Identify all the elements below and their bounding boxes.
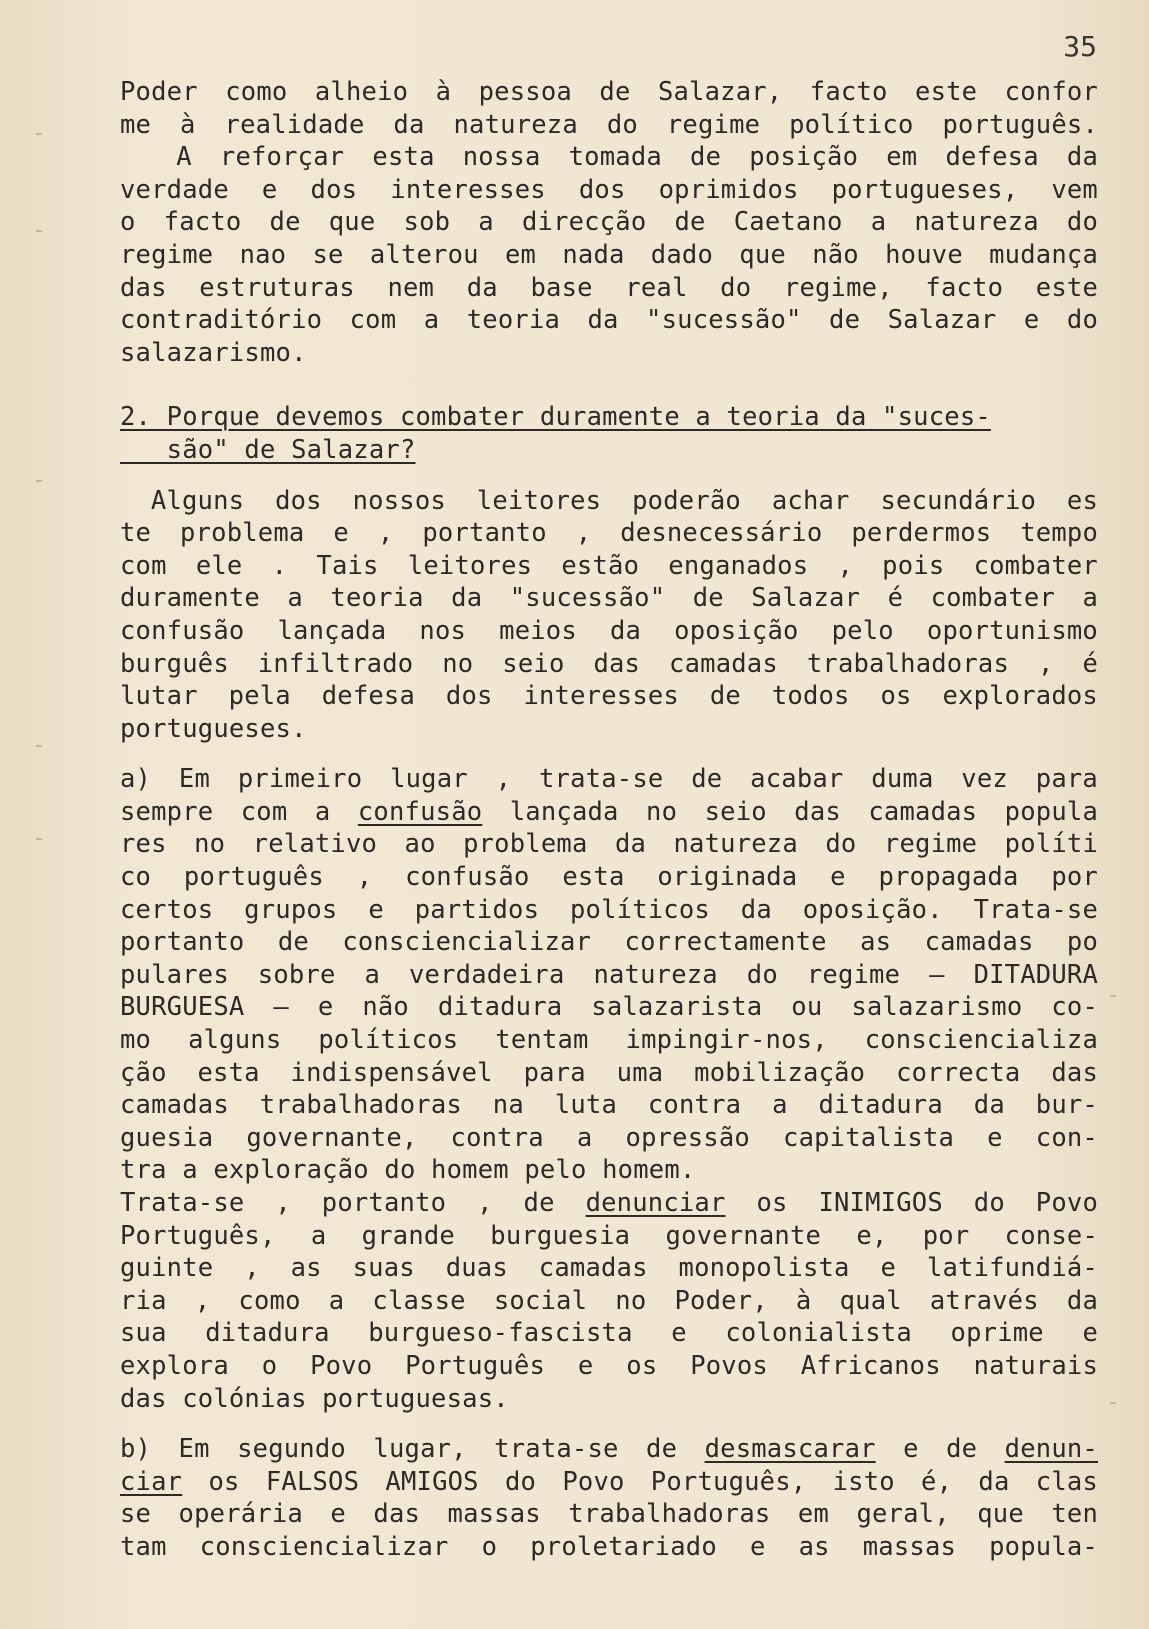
text-segment: os FALSOS AMIGOS do Povo Português, isto é, da clas (182, 1466, 1098, 1497)
text-line: tra a exploração do homem pelo homem. (120, 1155, 696, 1186)
text-line: Português, a grande burguesia governante e, por conse- (120, 1220, 1098, 1251)
text-line: lutar pela defesa dos interesses de todos os explorados (120, 681, 1098, 712)
text-line (120, 796, 1098, 829)
text-segment: os INIMIGOS do Povo (725, 1188, 1098, 1218)
text-line (120, 1466, 1098, 1499)
section-heading (120, 401, 1098, 466)
text-line: portanto de consciencializar correctamente as camadas po (120, 927, 1098, 958)
text-line: salazarismo. (120, 337, 307, 368)
text-line: contraditório com a teoria da "sucessão" de Salazar e do (120, 305, 1098, 336)
paragraph-1 (120, 76, 1098, 369)
text-line: ção esta indispensável para uma mobilização correcta das (120, 1057, 1098, 1088)
text-line: tam consciencializar o proletariado e as massas popula- (120, 1531, 1098, 1562)
text-line (120, 1187, 1098, 1220)
underlined-word: denunciar (585, 1188, 726, 1218)
text-line: Alguns dos nossos leitores poderão achar secundário es (150, 485, 1098, 516)
text-line: BURGUESA — e não ditadura salazarista ou salazarismo co- (120, 992, 1098, 1023)
text-line: me à realidade da natureza do regime político português. (120, 109, 1098, 140)
text-line: camadas trabalhadoras na luta contra a ditadura da bur- (120, 1090, 1098, 1121)
text-line: das estruturas nem da base real do regime, facto este (120, 272, 1098, 303)
document-body (120, 76, 1098, 1564)
text-line: o facto de que sob a direcção de Caetano a natureza do (120, 207, 1098, 238)
text-line: regime nao se alterou em nada dado que não houve mudança (120, 239, 1098, 270)
text-line: res no relativo ao problema da natureza do regime políti (120, 829, 1098, 860)
heading-line: 2. Porque devemos combater duramente a teoria da "suces- (120, 402, 991, 433)
text-line: ria , como a classe social no Poder, à qual através da (120, 1285, 1098, 1316)
page-number: 35 (1063, 30, 1097, 63)
text-segment: b) Em segundo lugar, trata-se de (120, 1434, 705, 1465)
text-line: pulares sobre a verdadeira natureza do regime — DITADURA (120, 959, 1098, 990)
text-line: te problema e , portanto , desnecessário perdermos tempo (120, 518, 1098, 549)
text-line: burguês infiltrado no seio das camadas trabalhadoras , é (120, 648, 1098, 679)
underlined-word: confusão (357, 796, 483, 827)
text-line: com ele . Tais leitores estão enganados , pois combater (120, 550, 1098, 581)
text-line: portugueses. (120, 713, 307, 744)
text-line: das colónias portuguesas. (120, 1383, 509, 1414)
underlined-word: ciar (120, 1466, 183, 1497)
text-segment: e de (875, 1434, 1005, 1465)
paragraph-denunciar (120, 1187, 1098, 1415)
text-line: a) Em primeiro lugar , trata-se de acabar duma vez para (120, 764, 1098, 795)
text-line: se operária e das massas trabalhadoras em geral, que ten (120, 1499, 1098, 1530)
heading-line: são" de Salazar? (120, 434, 416, 465)
text-segment: sempre com a (120, 796, 358, 827)
text-line: guinte , as suas duas camadas monopolista e latifundiá- (120, 1253, 1098, 1284)
paragraph-b (120, 1433, 1098, 1563)
paragraph-a (120, 763, 1098, 1187)
text-line: confusão lançada nos meios da oposição pelo oportunismo (120, 615, 1098, 646)
text-line: Poder como alheio à pessoa de Salazar, facto este confor (120, 77, 1098, 107)
text-line: sua ditadura burgueso-fascista e colonialista oprime e (120, 1318, 1098, 1349)
text-line: guesia governante, contra a opressão capitalista e con- (120, 1122, 1098, 1153)
text-line: co português , confusão esta originada e propagada por (120, 862, 1098, 893)
text-segment: lançada no seio das camadas popula (482, 796, 1098, 827)
text-line: explora o Povo Português e os Povos Africanos naturais (120, 1350, 1098, 1381)
text-line: duramente a teoria da "sucessão" de Salazar é combater a (120, 583, 1098, 614)
text-line: certos grupos e partidos políticos da oposição. Trata-se (120, 894, 1098, 925)
text-line: mo alguns políticos tentam impingir-nos, consciencializa (120, 1025, 1098, 1056)
text-line: A reforçar esta nossa tomada de posição em defesa da (176, 142, 1098, 173)
text-line (120, 1433, 1098, 1466)
paragraph-2 (120, 485, 1098, 746)
underlined-word: desmascarar (704, 1434, 876, 1465)
text-segment: Trata-se , portanto , de (120, 1188, 586, 1218)
text-line: verdade e dos interesses dos oprimidos portugueses, vem (120, 174, 1098, 205)
underlined-word: denun- (1004, 1434, 1098, 1465)
